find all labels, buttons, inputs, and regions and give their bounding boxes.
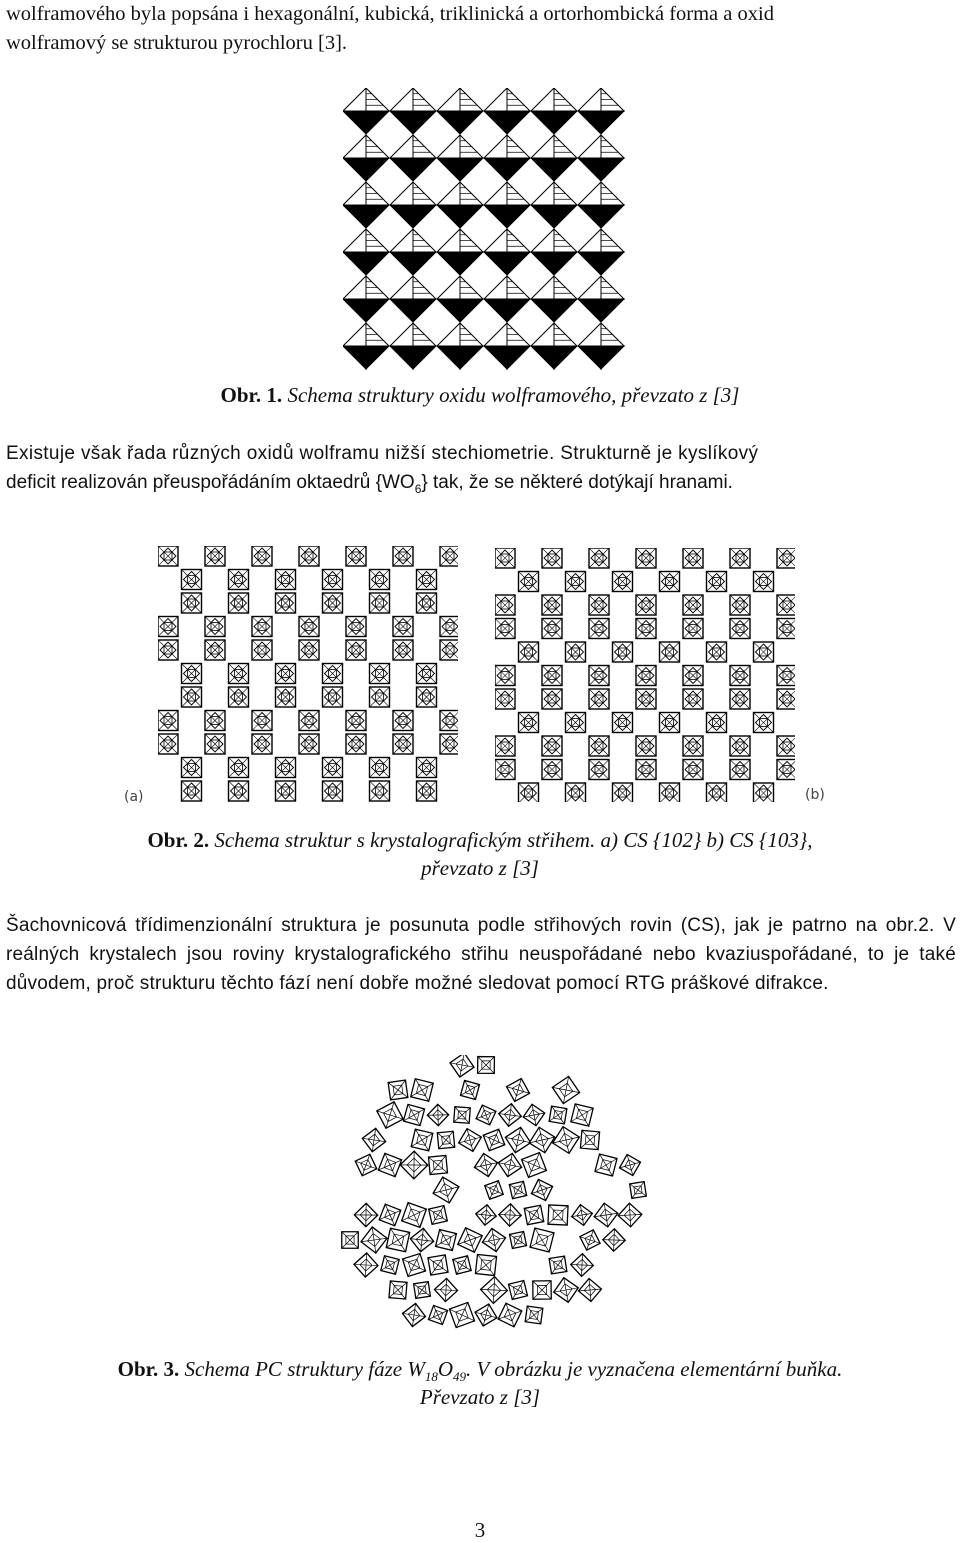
paragraph-3: Šachovnicová třídimenzionální struktura je posunuta podle střihových rovin (CS), jak je patrno na obr.2. V reálných krystalech jsou roviny krystalografického střihu neuspořádané nebo kvaziuspořádané, to je také důvodem, proč strukturu těchto fází není dobře možné sledovat pomocí RTG práškové difrakce. [6, 911, 956, 998]
figure-2-caption-line-1: Schema struktur s krystalografickým střihem. a) CS {102} b) CS {103}, [214, 828, 812, 852]
figure-1-structure-image [343, 88, 625, 370]
figure-3-sub-1: 18 [425, 1369, 438, 1384]
figure-2-caption [0, 825, 960, 855]
figure-3-caption-a: Schema PC struktury fáze W [185, 1357, 425, 1381]
paragraph-2-line-2-end: } tak, že se některé dotýkají hranami. [421, 472, 733, 493]
figure-2-label: Obr. 2. [147, 828, 209, 852]
figure-2-caption-line-2: převzato z [3] [0, 853, 960, 883]
figure-3-label: Obr. 3. [118, 1357, 180, 1381]
figure-3-caption-line-2: Převzato z [3] [0, 1382, 960, 1412]
figure-1-caption-text: Schema struktury oxidu wolframového, převzato z [3] [287, 383, 739, 407]
figure-3-caption-c: . V obrázku je vyznačena elementární buňka. [466, 1357, 842, 1381]
figure-2a-label: (a) [124, 789, 144, 805]
paragraph-2-line-2-start: deficit realizován přeuspořádáním oktaedrů {WO [6, 472, 415, 493]
figure-3-caption-b: O [438, 1357, 453, 1381]
figure-2b-structure-image [495, 548, 795, 802]
figure-1-caption [0, 380, 960, 410]
page-number: 3 [0, 1518, 960, 1543]
intro-line-1: wolframového byla popsána i hexagonální, kubická, triklinická a ortorhombická forma a oxid [6, 0, 956, 29]
intro-line-2: wolframový se strukturou pyrochloru [3]. [6, 29, 956, 58]
figure-3-sub-2: 49 [453, 1369, 466, 1384]
paragraph-2-line-2 [6, 468, 956, 504]
figure-1-label: Obr. 1. [221, 383, 283, 407]
figure-3-structure-image [330, 1055, 650, 1345]
figure-2b-label: (b) [805, 787, 825, 803]
paragraph-2-subscript: 6 [415, 482, 422, 496]
figure-2a-structure-image [158, 546, 458, 804]
paragraph-2-line-1: Existuje však řada různých oxidů wolframu nižší stechiometrie. Strukturně je kyslíkový [6, 439, 956, 468]
